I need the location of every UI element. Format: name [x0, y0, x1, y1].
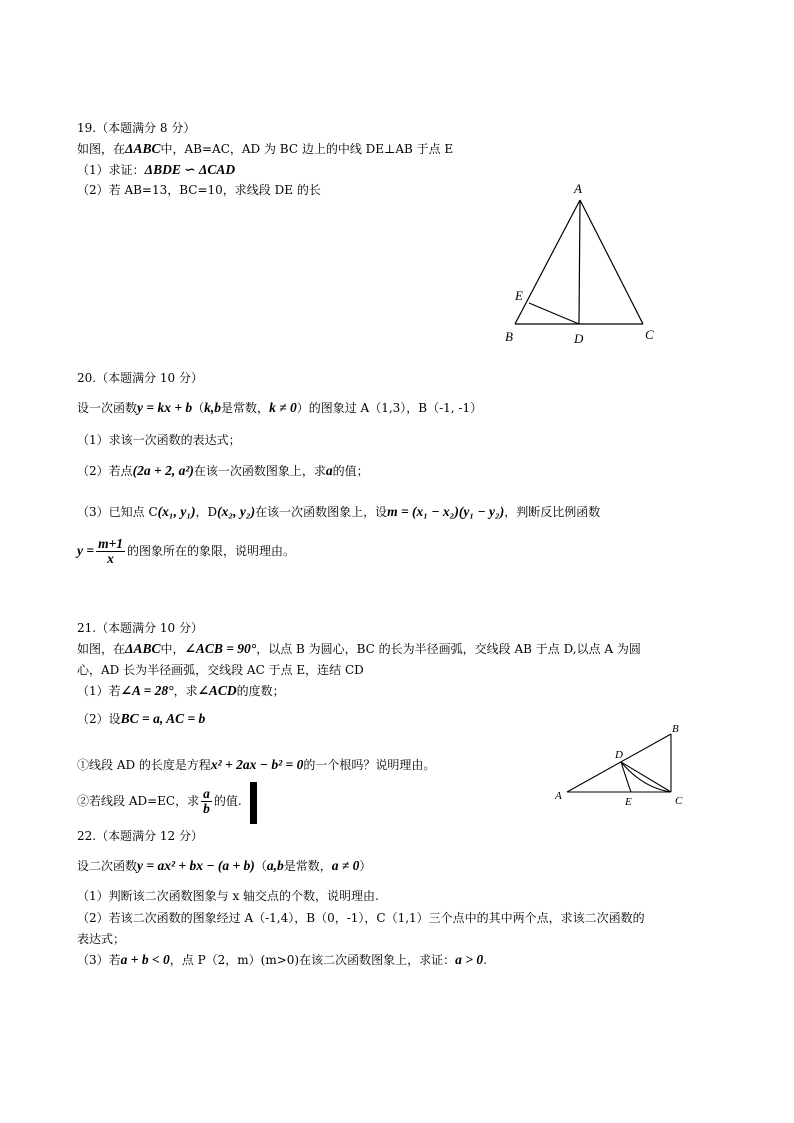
- q20-part2: （2）若点(2a + 2, a²)在该一次函数图象上，求a的值；: [77, 463, 369, 478]
- q20-part3-cont: y = $\frac{m+1}{x}$ 的图象所在的象限，说明理由。: [77, 536, 296, 566]
- q21-header: 21.（本题满分 10 分）: [77, 621, 203, 635]
- q21-label-a: A: [555, 790, 562, 802]
- q21-line1: 如图，在ΔABC中，∠ACB = 90°，以点 B 为圆心，BC 的长为半径画弧，交线段 AB 于点 D,以点 A 为圆: [77, 641, 641, 656]
- q22-part3: （3）若a + b < 0，点 P（2，m）(m>0)在该二次函数图象上，求证：a > 0.: [77, 952, 487, 967]
- q20-part3: （3）已知点 C(x₁, y₁)，D(x₂, y₂)在该一次函数图象上，设m = (x₁ − x₂)(y₁ − y₂)，判断反比例函数: [77, 504, 601, 519]
- q21-label-c: C: [675, 795, 683, 807]
- q21-part1: （1）若∠A = 28°，求∠ACD的度数；: [77, 683, 285, 698]
- q20-part1: （1）求该一次函数的表达式；: [77, 433, 241, 447]
- q19-label-c: C: [645, 327, 654, 342]
- q21-triangle-figure: [545, 718, 710, 813]
- q19-label-b: B: [505, 329, 513, 344]
- q22-header: 22.（本题满分 12 分）: [77, 829, 203, 843]
- q21-line2: 心，AD 长为半径画弧，交线段 AC 于点 E，连结 CD: [77, 663, 364, 677]
- q21-label-b: B: [672, 723, 679, 735]
- q21-part2: （2）设BC = a, AC = b: [77, 711, 206, 726]
- q19-triangle-figure: [495, 178, 670, 348]
- q19-label-e: E: [515, 288, 523, 303]
- text-cursor-bar: [250, 782, 257, 824]
- q20-statement: 设一次函数y = kx + b（k,b是常数，k ≠ 0）的图象过 A（1,3），B（-1, -1）: [77, 400, 483, 415]
- q19-label-a: A: [574, 181, 582, 196]
- q22-part1: （1）判断该二次函数图象与 x 轴交点的个数，说明理由.: [77, 889, 379, 903]
- q19-label-d: D: [574, 331, 584, 346]
- q22-part2-l1: （2）若该二次函数的图象经过 A（-1,4），B（0，-1），C（1,1）三个点中的其中两个点，求该二次函数的: [77, 911, 645, 925]
- q19-header: 19.（本题满分 8 分）: [77, 121, 196, 135]
- q19-part1: （1）求证：ΔBDE ∽ ΔCAD: [77, 162, 236, 177]
- q22-statement: 设二次函数y = ax² + bx − (a + b)（a,b是常数，a ≠ 0）: [77, 858, 372, 873]
- q21-label-d: D: [615, 749, 623, 761]
- q20-header: 20.（本题满分 10 分）: [77, 371, 203, 385]
- q22-part2-l2: 表达式；: [77, 932, 126, 946]
- q19-part2: （2）若 AB=13，BC=10，求线段 DE 的长: [77, 183, 321, 197]
- q19-intro: 如图，在ΔABC中，AB=AC，AD 为 BC 边上的中线 DE⊥AB 于点 E: [77, 141, 454, 156]
- q21-item2: ②若线段 AD=EC，求 $\frac{a}{b}$ 的值.: [77, 786, 242, 816]
- q21-item1: ①线段 AD 的长度是方程x² + 2ax − b² = 0的一个根吗？说明理由。: [77, 757, 436, 772]
- q21-label-e: E: [625, 796, 632, 808]
